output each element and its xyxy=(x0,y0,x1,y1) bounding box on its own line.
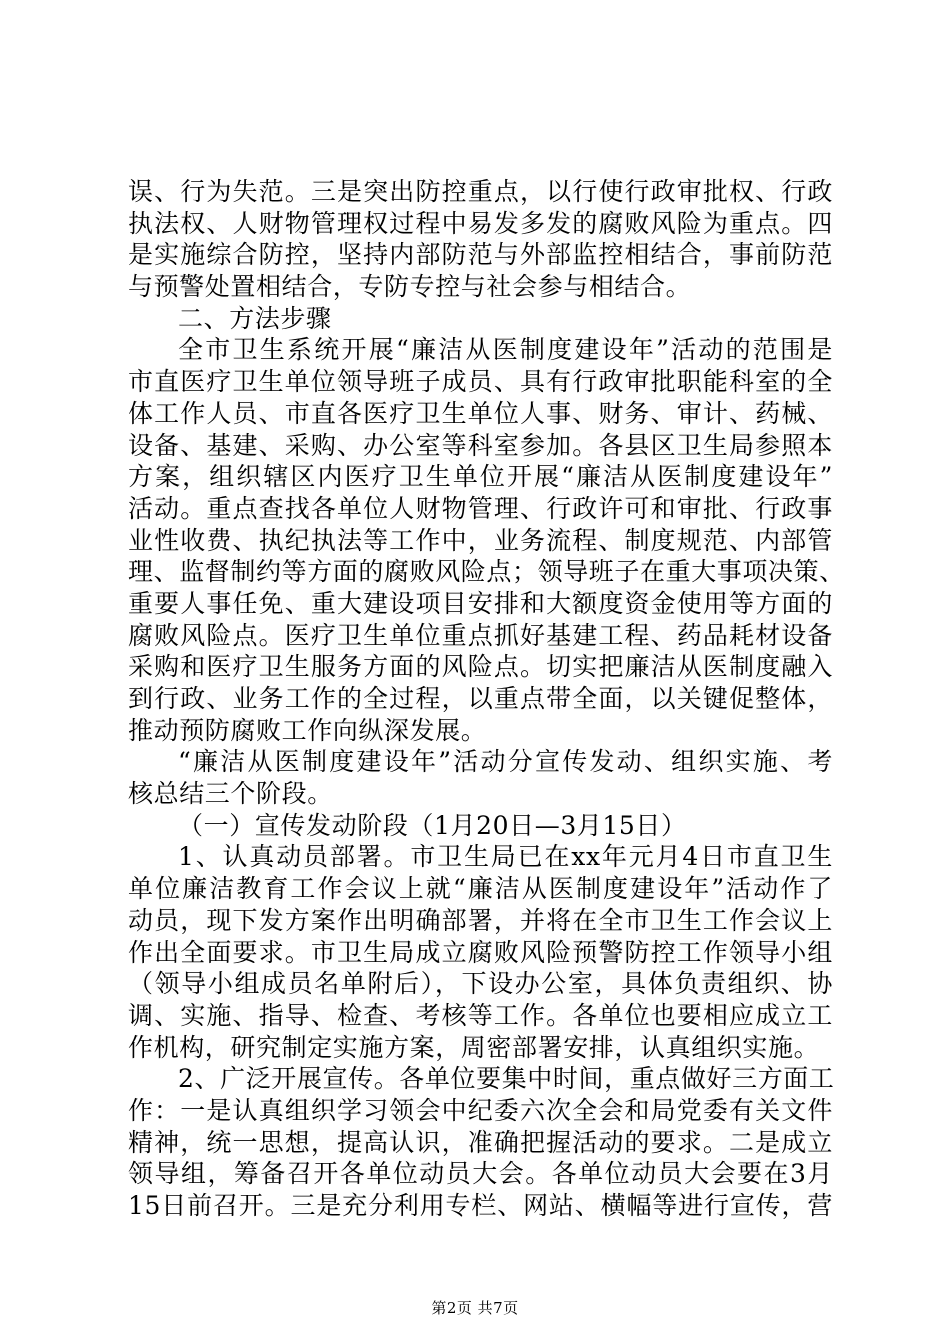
text-line: 是实施综合防控，坚持内部防范与外部监控相结合，事前防范 xyxy=(128,240,833,270)
text-line: 误、行为失范。三是突出防控重点，以行使行政审批权、行政 xyxy=(128,177,833,206)
text-line: 作出全面要求。市卫生局成立腐败风险预警防控工作领导小组 xyxy=(128,937,833,967)
text-line: 执法权、人财物管理权过程中易发多发的腐败风险为重点。四 xyxy=(128,208,833,238)
text-line: 活动。重点查找各单位人财物管理、行政许可和审批、行政事 xyxy=(128,493,833,523)
text-line: 作机构，研究制定实施方案，周密部署安排，认真组织实施。 xyxy=(128,1032,820,1062)
text-line: 精神，统一思想，提高认识，准确把握活动的要求。二是成立 xyxy=(128,1127,833,1157)
page-number-footer: 第2页 共7页 xyxy=(431,1299,519,1317)
text-line: 重要人事任免、重大建设项目安排和大额度资金使用等方面的 xyxy=(128,588,833,618)
text-line: 全市卫生系统开展“廉洁从医制度建设年”活动的范围是 xyxy=(178,335,833,365)
text-line: 方案，组织辖区内医疗卫生单位开展“廉洁从医制度建设年” xyxy=(128,462,833,492)
text-line: “廉洁从医制度建设年”活动分宣传发动、组织实施、考 xyxy=(178,747,833,777)
text-line: 15日前召开。三是充分利用专栏、网站、横幅等进行宣传，营 xyxy=(128,1191,833,1220)
text-line: 动员，现下发方案作出明确部署，并将在全市卫生工作会议上 xyxy=(128,905,833,935)
text-line: 体工作人员、市直各医疗卫生单位人事、财务、审计、药械、 xyxy=(128,398,833,428)
text-line: 腐败风险点。医疗卫生单位重点抓好基建工程、药品耗材设备 xyxy=(128,620,833,650)
text-line: 推动预防腐败工作向纵深发展。 xyxy=(128,715,487,745)
text-line: 到行政、业务工作的全过程，以重点带全面，以关键促整体， xyxy=(128,684,833,713)
document-body xyxy=(128,176,845,1222)
text-line: 理、监督制约等方面的腐败风险点；领导班子在重大事项决策、 xyxy=(128,557,845,587)
text-line: 市直医疗卫生单位领导班子成员、具有行政审批职能科室的全 xyxy=(128,367,833,397)
text-line: 单位廉洁教育工作会议上就“廉洁从医制度建设年”活动作了 xyxy=(128,874,833,904)
text-line: 2、广泛开展宣传。各单位要集中时间，重点做好三方面工 xyxy=(178,1064,835,1094)
text-line: 调、实施、指导、检查、考核等工作。各单位也要相应成立工 xyxy=(128,1000,833,1030)
text-line: （领导小组成员名单附后），下设办公室，具体负责组织、协 xyxy=(128,969,833,999)
text-line: 1、认真动员部署。市卫生局已在xx年元月4日市直卫生 xyxy=(178,842,833,872)
text-line: 与预警处置相结合，专防专控与社会参与相结合。 xyxy=(128,272,692,302)
text-line: 业性收费、执纪执法等工作中，业务流程、制度规范、内部管 xyxy=(128,525,833,555)
text-line: 采购和医疗卫生服务方面的风险点。切实把廉洁从医制度融入 xyxy=(128,652,833,682)
subsection-heading: （一）宣传发动阶段（1月20日—3月15日） xyxy=(178,810,687,840)
text-line: 领导组，筹备召开各单位动员大会。各单位动员大会要在3月 xyxy=(128,1159,833,1189)
section-heading: 二、方法步骤 xyxy=(178,303,332,333)
text-line: 核总结三个阶段。 xyxy=(128,779,333,809)
text-line: 作：一是认真组织学习领会中纪委六次全会和局党委有关文件 xyxy=(128,1095,833,1125)
text-line: 设备、基建、采购、办公室等科室参加。各县区卫生局参照本 xyxy=(128,430,833,460)
